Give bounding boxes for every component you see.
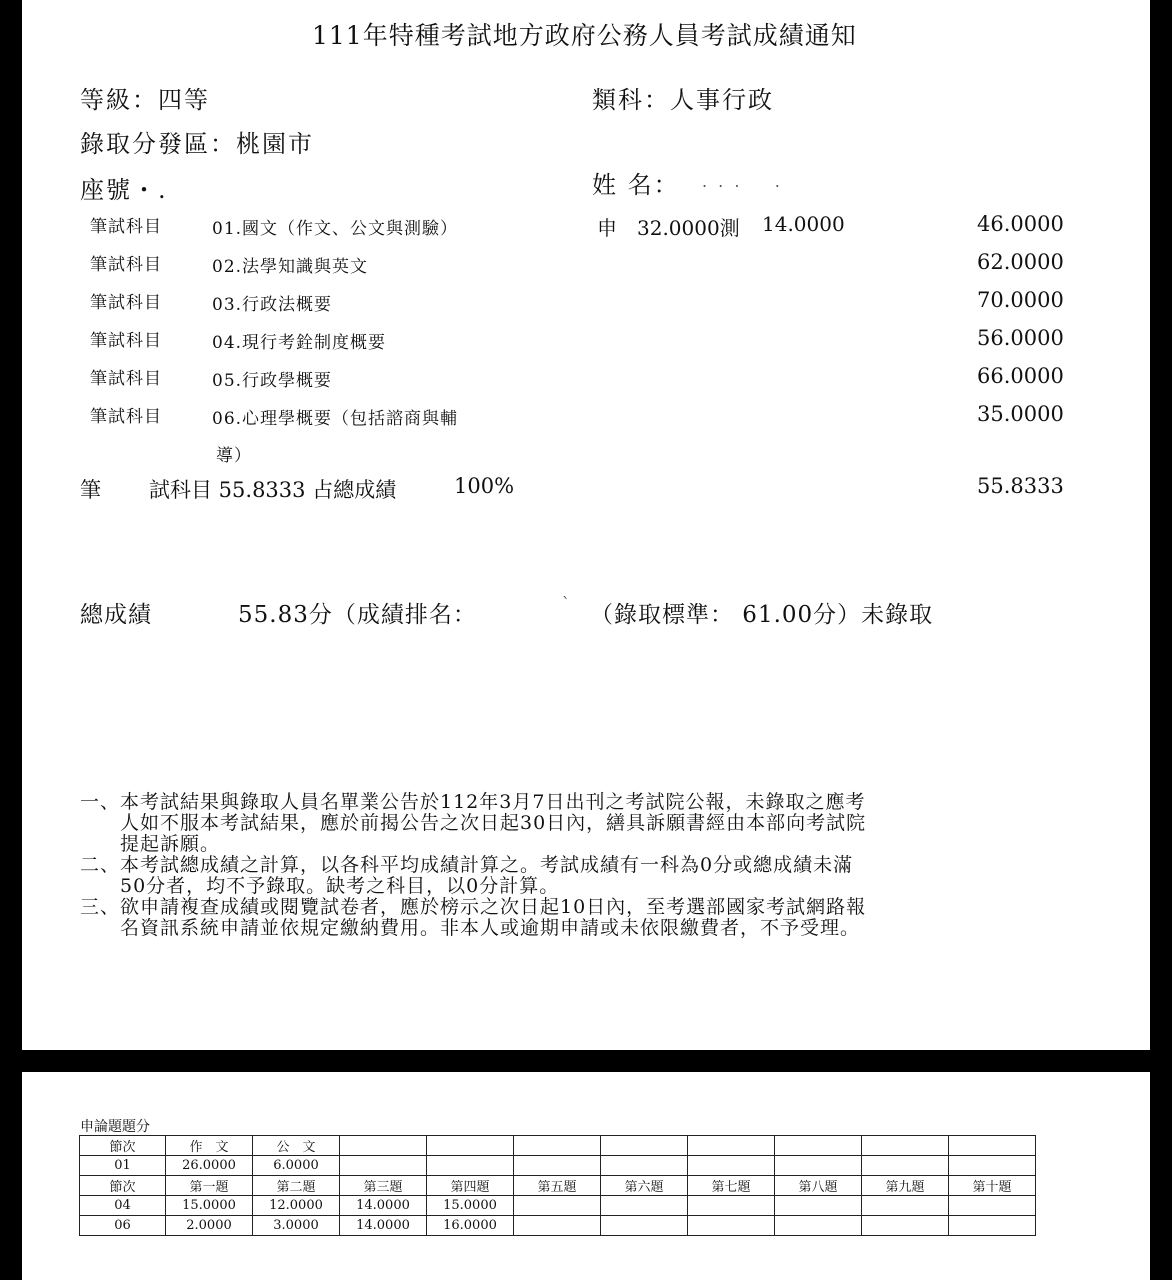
subject-label: 筆試科目 (90, 217, 162, 237)
note-line: 一、本考試結果與錄取人員名單業公告於112年3月7日出刊之考試院公報，未錄取之應考 (80, 791, 866, 813)
subject-label: 筆試科目 (90, 293, 162, 313)
table-row (80, 1216, 1036, 1236)
note-line: 名資訊系統申請並依規定繳納費用。非本人或逾期申請或未依限繳費者，不予受理。 (80, 917, 861, 939)
note-line: 50分者，均不予錄取。缺考之科目，以0分計算。 (80, 875, 560, 897)
table-cell: 15.0000 (427, 1196, 514, 1216)
table-cell: 第三題 (340, 1176, 427, 1196)
essay-score-detail: 申 32.0000測 (597, 216, 740, 240)
redacted-rank: ` (562, 594, 573, 613)
allocation-district: 錄取分發區：桃園市 (80, 130, 314, 158)
exam-category: 類科：人事行政 (592, 86, 774, 114)
table-cell: 公 文 (253, 1136, 340, 1156)
score-notice-page (22, 0, 1150, 1050)
test-score-detail: 14.0000 (762, 212, 845, 236)
essay-scores-page (22, 1072, 1150, 1280)
table-cell (514, 1216, 601, 1236)
table-row (80, 1136, 1036, 1156)
table-cell: 14.0000 (340, 1196, 427, 1216)
table-cell: 06 (80, 1216, 166, 1236)
table-cell (688, 1156, 775, 1176)
essay-scores-table (79, 1135, 1036, 1236)
subject-name: 03.行政法概要 (212, 295, 333, 315)
candidate-name: 姓 名： (592, 171, 680, 199)
subject-name: 06.心理學概要（包括諮商與輔 (212, 409, 459, 429)
redacted-name: . . . . (702, 172, 783, 191)
written-total-percent: 100% (454, 474, 515, 498)
subject-score: 70.0000 (977, 288, 1064, 312)
table-cell (514, 1196, 601, 1216)
table-cell: 2.0000 (166, 1216, 253, 1236)
table-cell: 第十題 (949, 1176, 1036, 1196)
table-row (80, 1176, 1036, 1196)
table-row (80, 1196, 1036, 1216)
table-cell (775, 1216, 862, 1236)
table-cell: 第六題 (601, 1176, 688, 1196)
table-cell (775, 1196, 862, 1216)
table-cell: 14.0000 (340, 1216, 427, 1236)
subject-score: 46.0000 (977, 212, 1064, 236)
table-cell (514, 1136, 601, 1156)
subject-name: 01.國文（作文、公文與測驗） (212, 219, 459, 239)
final-score-label: 總成績 (80, 602, 152, 628)
table-cell (862, 1216, 949, 1236)
table-cell (601, 1216, 688, 1236)
admission-standard: （錄取標準： 61.00分）未錄取 (590, 602, 934, 628)
table-cell: 3.0000 (253, 1216, 340, 1236)
table-row (80, 1156, 1036, 1176)
table-cell: 第七題 (688, 1176, 775, 1196)
seat-number: 座號・. (80, 176, 168, 204)
table-cell (601, 1156, 688, 1176)
table-cell: 01 (80, 1156, 166, 1176)
table-cell (427, 1156, 514, 1176)
table-cell (862, 1136, 949, 1156)
subject-name: 02.法學知識與英文 (212, 257, 369, 277)
table-cell (949, 1216, 1036, 1236)
table-cell: 6.0000 (253, 1156, 340, 1176)
table-cell: 12.0000 (253, 1196, 340, 1216)
table-cell (340, 1136, 427, 1156)
written-total-text: 試科目 55.8333 占總成績 (149, 478, 397, 502)
notes-block (80, 792, 866, 939)
table-cell: 作 文 (166, 1136, 253, 1156)
final-score-value: 55.83分（成績排名： (238, 602, 477, 628)
subject-label: 筆試科目 (90, 407, 162, 427)
subject-score: 66.0000 (977, 364, 1064, 388)
table-cell (601, 1136, 688, 1156)
table-cell: 第二題 (253, 1176, 340, 1196)
table-cell (601, 1196, 688, 1216)
table-cell (427, 1136, 514, 1156)
table-cell (775, 1156, 862, 1176)
notice-title: 111年特種考試地方政府公務人員考試成績通知 (312, 21, 857, 50)
subject-name-continued: 導） (216, 446, 252, 466)
subject-label: 筆試科目 (90, 255, 162, 275)
note-line: 提起訴願。 (80, 833, 221, 855)
note-line: 三、欲申請複查成績或閱覽試卷者，應於榜示之次日起10日內，至考選部國家考試網路報 (80, 896, 867, 918)
table-cell (949, 1156, 1036, 1176)
table-cell (514, 1156, 601, 1176)
table-cell: 16.0000 (427, 1216, 514, 1236)
subject-name: 04.現行考銓制度概要 (212, 333, 387, 353)
table-cell: 節次 (80, 1136, 166, 1156)
table-cell: 第一題 (166, 1176, 253, 1196)
table-cell: 第四題 (427, 1176, 514, 1196)
table-cell: 第五題 (514, 1176, 601, 1196)
exam-level: 等級：四等 (80, 86, 210, 114)
subject-name: 05.行政學概要 (212, 371, 333, 391)
table-cell (688, 1196, 775, 1216)
table-cell (862, 1156, 949, 1176)
table-cell (340, 1156, 427, 1176)
table-cell: 04 (80, 1196, 166, 1216)
subject-label: 筆試科目 (90, 331, 162, 351)
subject-score: 56.0000 (977, 326, 1064, 350)
essay-scores-title: 申論題題分 (80, 1119, 150, 1135)
table-cell (688, 1216, 775, 1236)
written-total-label: 筆 (80, 478, 101, 502)
table-cell (775, 1136, 862, 1156)
table-cell: 節次 (80, 1176, 166, 1196)
written-total-score: 55.8333 (977, 474, 1064, 498)
table-cell: 第九題 (862, 1176, 949, 1196)
table-cell: 第八題 (775, 1176, 862, 1196)
subject-score: 35.0000 (977, 402, 1064, 426)
table-cell (688, 1136, 775, 1156)
table-cell (862, 1196, 949, 1216)
note-line: 二、本考試總成績之計算，以各科平均成績計算之。考試成績有一科為0分或總成績未滿 (80, 854, 854, 876)
table-cell (949, 1196, 1036, 1216)
table-cell (949, 1136, 1036, 1156)
table-cell: 26.0000 (166, 1156, 253, 1176)
subject-score: 62.0000 (977, 250, 1064, 274)
note-line: 人如不服本考試結果，應於前揭公告之次日起30日內，繕具訴願書經由本部向考試院 (80, 812, 867, 834)
table-cell: 15.0000 (166, 1196, 253, 1216)
subject-label: 筆試科目 (90, 369, 162, 389)
